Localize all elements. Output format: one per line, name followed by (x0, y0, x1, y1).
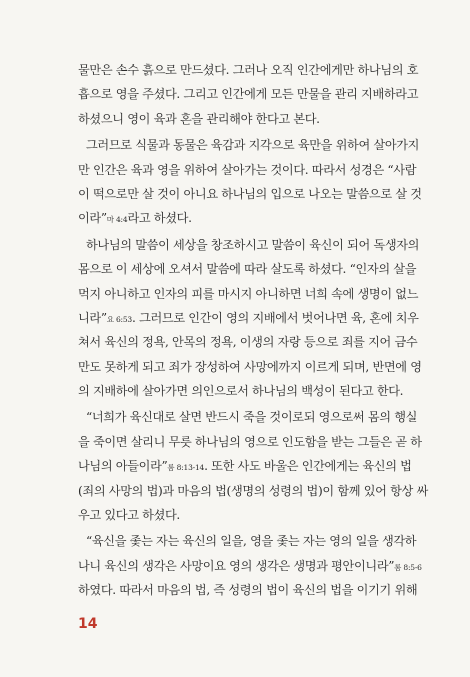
line-text: “육신을 좇는 자는 육신의 일을, 영을 좇는 자는 영의 일을 생각하 (86, 534, 417, 549)
line-text: 이 떡으로만 살 것이 아니요 하나님의 입으로 나오는 말씀으로 살 것 (78, 186, 422, 201)
text-line (78, 257, 417, 281)
text-line (78, 82, 419, 106)
text-line (78, 206, 406, 230)
line-text: 몸으로 이 세상에 오셔서 말씀에 따라 살도록 하셨다. “인자의 살을 (78, 262, 417, 277)
line-text-continued: . 그러므로 인간이 영의 지배에서 벗어나면 육, 혼에 치우 (132, 310, 419, 325)
text-line (78, 479, 428, 503)
line-text: 하나님의 말씀이 세상을 창조하시고 말씀이 육신이 되어 독생자의 (86, 237, 420, 252)
line-text: 나님의 아들이라” (78, 459, 168, 474)
line-text: 니라” (78, 310, 107, 325)
line-text: 하셨으니 영이 육과 혼을 관리해야 한다고 본다. (78, 111, 320, 126)
line-text: 먹지 아니하고 인자의 피를 마시지 아니하면 너희 속에 생명이 없느 (78, 286, 419, 301)
line-text: 흡으로 영을 주셨다. 그리고 인간에게 모든 만물을 관리 지배하라고 (78, 87, 419, 102)
text-line (78, 330, 418, 354)
line-text: 그러므로 식물과 동물은 육감과 지각으로 육만을 위하여 살아가지 (86, 138, 420, 153)
body-text (78, 58, 428, 603)
line-text: 만 인간은 육과 영을 위하여 살아가는 것이다. 따라서 성경은 “사람 (78, 162, 417, 177)
text-line (78, 503, 406, 527)
scripture-reference: 롬 8:5-6 (394, 562, 422, 572)
text-line (78, 405, 418, 429)
text-line (78, 379, 406, 403)
text-line (78, 454, 412, 478)
text-line (78, 355, 422, 379)
text-line (78, 529, 417, 553)
text-line (78, 107, 406, 131)
scripture-reference: 마 4:4 (106, 215, 128, 225)
scripture-reference: 롬 8:13-14 (167, 463, 205, 473)
text-line (78, 182, 422, 206)
line-text: 쳐서 육신의 정욕, 안목의 정욕, 이생의 자랑 등으로 죄를 지어 금수 (78, 335, 418, 350)
line-text: “너희가 육신대로 살면 반드시 죽을 것이로되 영으로써 몸의 행실 (86, 410, 418, 425)
line-text: 을 죽이면 살리니 무릇 하나님의 영으로 인도함을 받는 그들은 곧 하 (78, 434, 422, 449)
text-line (78, 578, 418, 602)
line-text: 이라” (78, 211, 107, 226)
line-text: 하였다. 따라서 마음의 법, 즉 성령의 법이 육신의 법을 이기기 위해 (78, 583, 418, 598)
page-number: 14 (78, 616, 98, 632)
text-line (78, 282, 419, 306)
text-line (78, 58, 419, 82)
line-text-continued: . 또한 사도 바울은 인간에게는 육신의 법 (204, 459, 412, 474)
scripture-reference: 요 6:53 (106, 314, 133, 324)
text-line (78, 430, 422, 454)
line-text: 나니 육신의 생각은 사망이요 영의 생각은 생명과 평안이니라” (78, 558, 395, 573)
line-text: 의 지배하에 살아가면 의인으로서 하나님의 백성이 된다고 한다. (78, 384, 404, 399)
text-line (78, 133, 420, 157)
text-line (78, 233, 420, 257)
line-text: 만도 못하게 되고 죄가 장성하여 사망에까지 이르게 되며, 반면에 영 (78, 359, 422, 374)
text-line (78, 554, 422, 578)
line-text: 우고 있다고 하셨다. (78, 508, 180, 523)
line-text: (죄의 사망의 법)과 마음의 법(생명의 성령의 법)이 함께 있어 항상 싸 (78, 483, 428, 498)
text-line (78, 158, 417, 182)
line-text: 물만은 손수 흙으로 만드셨다. 그러나 오직 인간에게만 하나님의 호 (78, 63, 419, 77)
line-text-continued: 라고 하셨다. (127, 211, 192, 226)
text-line (78, 306, 419, 330)
